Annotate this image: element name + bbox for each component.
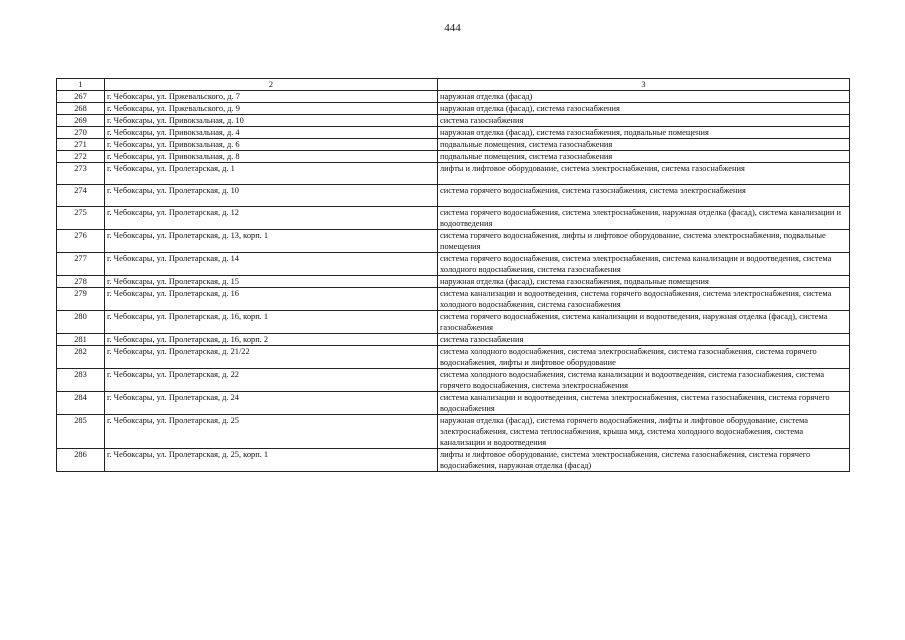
works-cell: система газоснабжения	[438, 334, 850, 346]
table-row	[57, 185, 850, 207]
address-cell: г. Чебоксары, ул. Пролетарская, д. 25, корп. 1	[105, 449, 438, 472]
address-cell: г. Чебоксары, ул. Пролетарская, д. 13, корп. 1	[105, 230, 438, 253]
works-cell: наружная отделка (фасад), система горячего водоснабжения, лифты и лифтовое оборудование, система электроснабжения, система теплоснабжения, крыша мкд, система холодного водоснабжения, система канализации и водоотведения	[438, 415, 850, 449]
table-row	[57, 127, 850, 139]
address-cell: г. Чебоксары, ул. Пролетарская, д. 12	[105, 207, 438, 230]
address-cell: г. Чебоксары, ул. Привокзальная, д. 8	[105, 151, 438, 163]
works-cell: наружная отделка (фасад), система газоснабжения, подвальные помещения	[438, 276, 850, 288]
works-cell: система канализации и водоотведения, система электроснабжения, система газоснабжения, система горячего водоснабжения	[438, 392, 850, 415]
works-cell: система горячего водоснабжения, лифты и лифтовое оборудование, система электроснабжения, подвальные помещения	[438, 230, 850, 253]
address-cell: г. Чебоксары, ул. Привокзальная, д. 6	[105, 139, 438, 151]
works-cell: наружная отделка (фасад), система газоснабжения	[438, 103, 850, 115]
works-cell: система горячего водоснабжения, система канализации и водоотведения, наружная отделка (фасад), система газоснабжения	[438, 311, 850, 334]
address-cell: г. Чебоксары, ул. Пржевальского, д. 7	[105, 91, 438, 103]
table-row	[57, 151, 850, 163]
row-number-cell: 278	[57, 276, 105, 288]
works-cell: подвальные помещения, система газоснабжения	[438, 151, 850, 163]
row-number-cell: 267	[57, 91, 105, 103]
address-cell: г. Чебоксары, ул. Привокзальная, д. 10	[105, 115, 438, 127]
works-cell: система горячего водоснабжения, система газоснабжения, система электроснабжения	[438, 185, 850, 207]
address-cell: г. Чебоксары, ул. Привокзальная, д. 4	[105, 127, 438, 139]
table-row	[57, 311, 850, 334]
table-row	[57, 415, 850, 449]
row-number-cell: 277	[57, 253, 105, 276]
works-cell: система канализации и водоотведения, система горячего водоснабжения, система электроснабжения, система холодного водоснабжения, система газоснабжения	[438, 288, 850, 311]
address-cell: г. Чебоксары, ул. Пролетарская, д. 14	[105, 253, 438, 276]
header-cell-1: 1	[57, 79, 105, 91]
row-number-cell: 273	[57, 163, 105, 185]
works-cell: лифты и лифтовое оборудование, система электроснабжения, система газоснабжения	[438, 163, 850, 185]
works-cell: система холодного водоснабжения, система канализации и водоотведения, система газоснабжения, система горячего водоснабжения, система электроснабжения	[438, 369, 850, 392]
row-number-cell: 274	[57, 185, 105, 207]
page-number: 444	[444, 22, 461, 34]
row-number-cell: 285	[57, 415, 105, 449]
works-cell: наружная отделка (фасад), система газоснабжения, подвальные помещения	[438, 127, 850, 139]
address-cell: г. Чебоксары, ул. Пролетарская, д. 24	[105, 392, 438, 415]
row-number-cell: 286	[57, 449, 105, 472]
works-cell: система горячего водоснабжения, система электроснабжения, наружная отделка (фасад), система канализации и водоотведения	[438, 207, 850, 230]
row-number-cell: 282	[57, 346, 105, 369]
table-row	[57, 139, 850, 151]
address-cell: г. Чебоксары, ул. Пролетарская, д. 25	[105, 415, 438, 449]
works-cell: система газоснабжения	[438, 115, 850, 127]
works-cell: лифты и лифтовое оборудование, система электроснабжения, система газоснабжения, система горячего водоснабжения, наружная отделка (фасад)	[438, 449, 850, 472]
address-cell: г. Чебоксары, ул. Пролетарская, д. 16	[105, 288, 438, 311]
table-row	[57, 449, 850, 472]
row-number-cell: 271	[57, 139, 105, 151]
address-cell: г. Чебоксары, ул. Пролетарская, д. 15	[105, 276, 438, 288]
row-number-cell: 281	[57, 334, 105, 346]
works-table	[56, 78, 850, 472]
table-row	[57, 276, 850, 288]
address-cell: г. Чебоксары, ул. Пролетарская, д. 22	[105, 369, 438, 392]
works-cell: подвальные помещения, система газоснабжения	[438, 139, 850, 151]
address-cell: г. Чебоксары, ул. Пролетарская, д. 1	[105, 163, 438, 185]
row-number-cell: 276	[57, 230, 105, 253]
row-number-cell: 283	[57, 369, 105, 392]
table-row	[57, 288, 850, 311]
works-cell: наружная отделка (фасад)	[438, 91, 850, 103]
address-cell: г. Чебоксары, ул. Пролетарская, д. 10	[105, 185, 438, 207]
works-cell: система горячего водоснабжения, система электроснабжения, система канализации и водоотведения, система холодного водоснабжения, система газоснабжения	[438, 253, 850, 276]
row-number-cell: 270	[57, 127, 105, 139]
table-row	[57, 346, 850, 369]
address-cell: г. Чебоксары, ул. Пролетарская, д. 21/22	[105, 346, 438, 369]
row-number-cell: 268	[57, 103, 105, 115]
table-header-row	[57, 79, 850, 91]
header-cell-3: 3	[438, 79, 850, 91]
row-number-cell: 280	[57, 311, 105, 334]
table-row	[57, 103, 850, 115]
address-cell: г. Чебоксары, ул. Пролетарская, д. 16, корп. 1	[105, 311, 438, 334]
works-cell: система холодного водоснабжения, система электроснабжения, система газоснабжения, система горячего водоснабжения, лифты и лифтовое оборудование	[438, 346, 850, 369]
table-row	[57, 115, 850, 127]
row-number-cell: 279	[57, 288, 105, 311]
table-row	[57, 253, 850, 276]
table-row	[57, 163, 850, 185]
table-row	[57, 369, 850, 392]
header-cell-2: 2	[105, 79, 438, 91]
table-row	[57, 392, 850, 415]
row-number-cell: 272	[57, 151, 105, 163]
table-row	[57, 207, 850, 230]
row-number-cell: 284	[57, 392, 105, 415]
row-number-cell: 275	[57, 207, 105, 230]
table-row	[57, 91, 850, 103]
row-number-cell: 269	[57, 115, 105, 127]
table-row	[57, 334, 850, 346]
address-cell: г. Чебоксары, ул. Пролетарская, д. 16, корп. 2	[105, 334, 438, 346]
address-cell: г. Чебоксары, ул. Пржевальского, д. 9	[105, 103, 438, 115]
table-row	[57, 230, 850, 253]
